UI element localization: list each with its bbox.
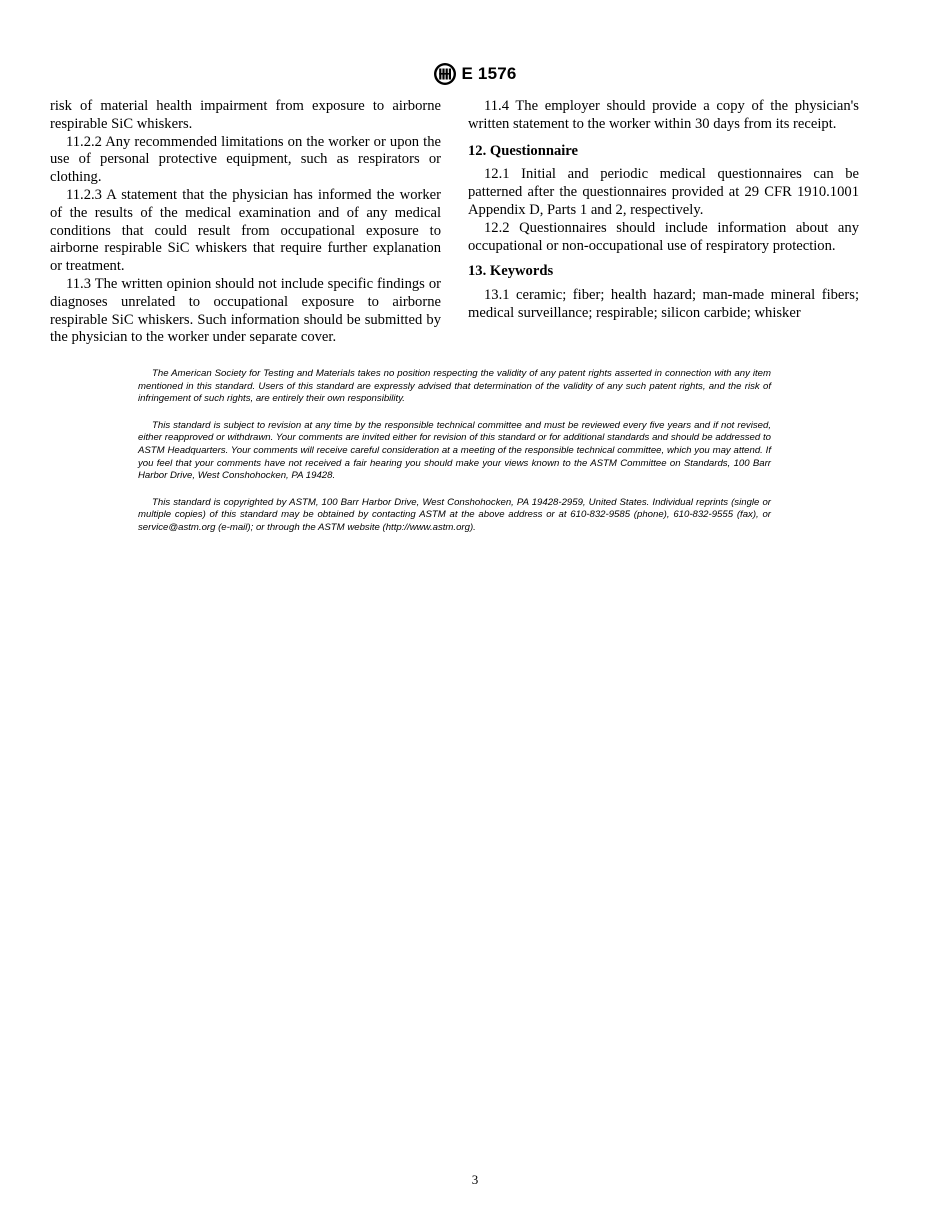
- paragraph-13-1: 13.1 ceramic; fiber; health hazard; man-made mineral fibers; medical surveillance; respirable; silicon carbide; whisker: [468, 287, 859, 321]
- paragraph-12-1: 12.1 Initial and periodic medical questionnaires can be patterned after the questionnaires provided at 29 CFR 1910.1001 Appendix D, Parts 1 and 2, respectively.: [468, 166, 859, 218]
- paragraph-11-3: 11.3 The written opinion should not include specific findings or diagnoses unrelated to occupational exposure to airborne respirable SiC whiskers. Such information should be submitted by the physician to the worker under separate cover.: [50, 275, 441, 346]
- paragraph-11-4: 11.4 The employer should provide a copy of the physician's written statement to the worker within 30 days from its receipt.: [468, 98, 859, 132]
- standard-designation: E 1576: [461, 64, 517, 83]
- paragraph-11-2-3: 11.2.3 A statement that the physician has informed the worker of the results of the medical examination and of any medical conditions that could result from occupational exposure to airborne respirable SiC whiskers that require further explanation or treatment.: [50, 186, 441, 275]
- astm-logo-icon: [433, 62, 457, 86]
- paragraph-11-2-2: 11.2.2 Any recommended limitations on the worker or upon the use of personal protective equipment, such as respirators or clothing.: [50, 133, 441, 186]
- revision-notice: This standard is subject to revision at any time by the responsible technical committee and must be reviewed every five years and if not revised, either reapproved or withdrawn. Your comments are invited either for revision of this standard or for additional standards and should be addressed to ASTM Headquarters. Your comments will receive careful consideration at a meeting of the responsible technical committee, which you may attend. If you feel that your comments have not received a fair hearing you should make your views known to the ASTM Committee on Standards, 100 Barr Harbor Drive, West Conshohocken, PA 19428.: [138, 419, 771, 482]
- left-column: [50, 98, 441, 347]
- copyright-notice: This standard is copyrighted by ASTM, 100 Barr Harbor Drive, West Conshohocken, PA 19428-2959, United States. Individual reprints (single or multiple copies) of this standard may be obtained by contacting ASTM at the above address or at 610-832-9585 (phone), 610-832-9555 (fax), or service@astm.org (e-mail); or through the ASTM website (http://www.astm.org).: [138, 496, 771, 533]
- legal-notices: [138, 368, 771, 549]
- section-12-heading: 12. Questionnaire: [468, 142, 579, 159]
- page-header: [0, 62, 950, 86]
- section-13-heading: 13. Keywords: [468, 263, 554, 280]
- right-column: [468, 98, 859, 323]
- paragraph-12-2: 12.2 Questionnaires should include information about any occupational or non-occupational use of respiratory protection.: [468, 219, 859, 254]
- page-number: 3: [471, 1172, 479, 1187]
- paragraph-11-2-1-continued: risk of material health impairment from exposure to airborne respirable SiC whiskers.: [50, 98, 441, 132]
- patent-notice: The American Society for Testing and Materials takes no position respecting the validity of any patent rights asserted in connection with any item mentioned in this standard. Users of this standard are expressly advised that determination of the validity of any such patent rights, and the risk of infringement of such rights, are entirely their own responsibility.: [138, 368, 771, 405]
